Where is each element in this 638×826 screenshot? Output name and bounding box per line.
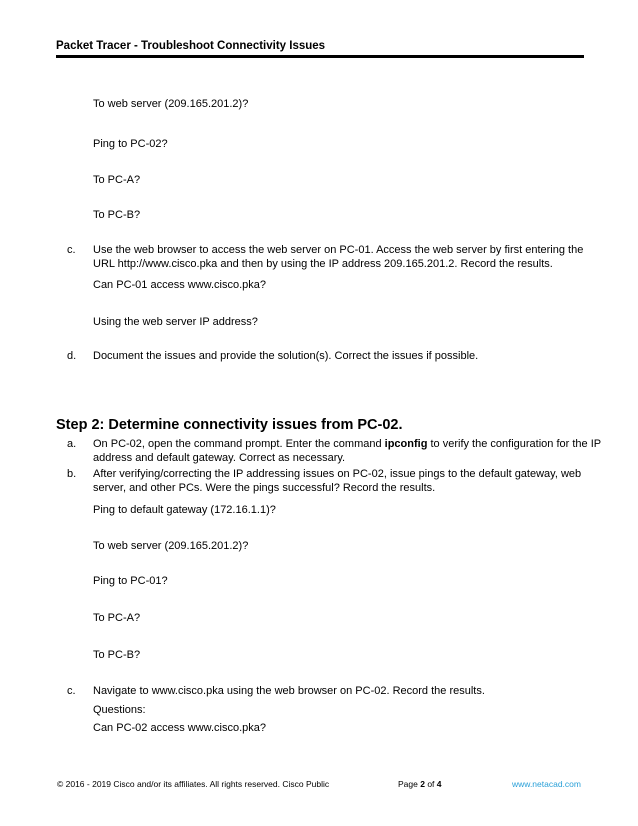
footer-copyright: © 2016 - 2019 Cisco and/or its affiliates. All rights reserved. Cisco Public (57, 779, 330, 789)
answer-line: To PC-A? (93, 174, 141, 186)
question-line: Using the web server IP address? (93, 316, 258, 328)
list-letter: c. (67, 685, 76, 697)
page-of: of (424, 779, 437, 789)
answer-line: To web server (209.165.201.2)? (93, 98, 249, 110)
instruction-text: Use the web browser to access the web server on PC-01. Access the web server by first entering the (93, 244, 584, 256)
instruction-text: After verifying/correcting the IP addressing issues on PC-02, issue pings to the default gateway, web (93, 468, 582, 480)
page-total: 4 (436, 779, 442, 789)
instruction-text: address and default gateway. Correct as necessary. (93, 452, 346, 464)
answer-line: Ping to default gateway (172.16.1.1)? (93, 504, 276, 516)
instruction-text-post: to verify the configuration for the IP (427, 438, 602, 450)
questions-label: Questions: (93, 704, 146, 716)
step-heading: Step 2: Determine connectivity issues from PC-02. (56, 417, 403, 433)
question-line: Can PC-02 access www.cisco.pka? (93, 722, 267, 734)
instruction-text-pre: On PC-02, open the command prompt. Enter the command (93, 438, 385, 450)
answer-line: To PC-B? (93, 649, 141, 661)
answer-line: To PC-B? (93, 209, 141, 221)
list-letter: a. (67, 438, 77, 450)
answer-line: Ping to PC-02? (93, 138, 168, 150)
list-letter: d. (67, 350, 77, 362)
list-letter: b. (67, 468, 77, 480)
command-keyword: ipconfig (384, 438, 428, 450)
answer-line: To PC-A? (93, 612, 141, 624)
instruction-text: URL http://www.cisco.pka and then by using the IP address 209.165.201.2. Record the results. (93, 258, 553, 270)
page-current: 2 (420, 779, 425, 789)
document-header-title: Packet Tracer - Troubleshoot Connectivity Issues (56, 40, 326, 52)
question-line: Can PC-01 access www.cisco.pka? (93, 279, 267, 291)
footer-page-number (398, 779, 442, 789)
answer-line: Ping to PC-01? (93, 575, 168, 587)
instruction-text: Navigate to www.cisco.pka using the web browser on PC-02. Record the results. (93, 685, 485, 697)
instruction-text (93, 437, 601, 451)
instruction-text: server, and other PCs. Were the pings successful? Record the results. (93, 482, 436, 494)
answer-line: To web server (209.165.201.2)? (93, 540, 249, 552)
instruction-text: Document the issues and provide the solution(s). Correct the issues if possible. (93, 350, 479, 362)
page-prefix: Page (398, 779, 421, 789)
list-letter: c. (67, 244, 76, 256)
header-divider (56, 55, 584, 58)
footer-site-link[interactable]: www.netacad.com (512, 779, 581, 789)
